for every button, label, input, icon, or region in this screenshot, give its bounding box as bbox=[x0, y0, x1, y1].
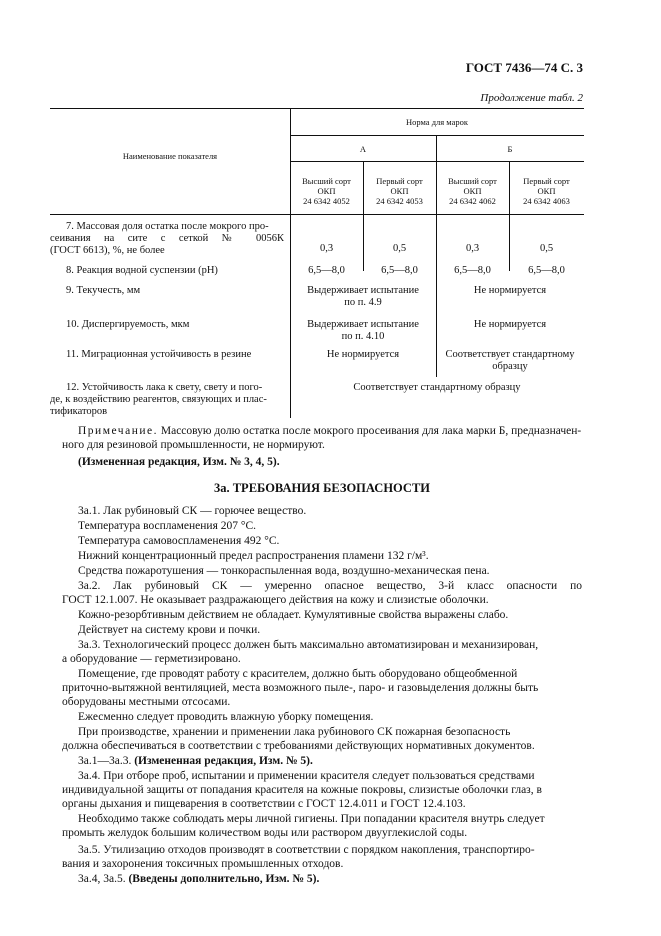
table-row-name: 11. Миграционная устойчивость в резине bbox=[66, 349, 252, 360]
table-cell: 0,3 bbox=[465, 243, 480, 254]
brand-header-rule bbox=[290, 161, 584, 162]
grade-header: Первый сорт ОКП 24 6342 4063 bbox=[523, 176, 570, 206]
edition-note: 3а.4, 3а.5. (Введены дополнительно, Изм. № 5). bbox=[78, 873, 320, 885]
table-row-name: 10. Диспергируемость, мкм bbox=[66, 319, 190, 330]
paragraph: 3а.1. Лак рубиновый СК — горючее вещество. bbox=[78, 505, 307, 517]
paragraph: 3а.5. Утилизацию отходов производят в соответствии с порядком накопления, транспортиро- bbox=[78, 844, 535, 856]
table-row-name: 7. Массовая доля остатка после мокрого про- сеивания на сите с сеткой № 0056К (ГОСТ 6613), %, не более bbox=[50, 221, 284, 256]
table-cell: Выдерживает испытание по п. 4.9 bbox=[307, 285, 419, 308]
paragraph: должна обеспечиваться в соответствии с требованиями действующих нормативных документов. bbox=[62, 740, 535, 752]
paragraph: Действует на систему крови и почки. bbox=[78, 624, 261, 636]
table-row-name: 12. Устойчивость лака к свету, свету и пого- де, к воздействию реагентов, связующих и плас- тификаторов bbox=[50, 382, 267, 417]
table-cell: 6,5—8,0 bbox=[308, 265, 345, 276]
paragraph: Температура самовоспламенения 492 °С. bbox=[78, 535, 280, 547]
page-header: ГОСТ 7436—74 С. 3 bbox=[465, 60, 583, 75]
brand-divider bbox=[436, 135, 437, 377]
table-cell: Не нормируется bbox=[473, 319, 547, 330]
paragraph: 3а.4. При отборе проб, испытании и применении красителя следует пользоваться средствами bbox=[78, 770, 535, 782]
paragraph: индивидуальной защиты от попадания красителя на кожные покровы, слизистые оболочки глаз, в bbox=[62, 784, 542, 796]
table-top-rule bbox=[50, 108, 584, 109]
table-cell: Соответствует стандартному образцу bbox=[445, 349, 575, 372]
paragraph: ГОСТ 12.1.007. Не оказывает раздражающего действия на кожу и слизистые оболочки. bbox=[62, 594, 489, 606]
table-cell: 0,5 bbox=[392, 243, 407, 254]
paragraph: а оборудование — герметизировано. bbox=[62, 653, 241, 665]
paragraph: оборудованы местными отсосами. bbox=[62, 696, 231, 708]
table-cell: 0,3 bbox=[319, 243, 334, 254]
document-body bbox=[62, 424, 582, 844]
table-cell: 6,5—8,0 bbox=[381, 265, 418, 276]
table-row-name: 8. Реакция водной суспензии (pH) bbox=[66, 265, 218, 276]
paragraph: Нижний концентрационный предел распространения пламени 132 г/м³. bbox=[78, 550, 429, 562]
table-note-cont: ного для резиновой промышленности, не нормируют. bbox=[62, 439, 325, 451]
table-cell: Не нормируется bbox=[326, 349, 400, 360]
table-cell: Выдерживает испытание по п. 4.10 bbox=[307, 319, 419, 342]
column-name-header: Наименование показателя bbox=[122, 151, 218, 161]
paragraph: Кожно-резорбтивным действием не обладает. Кумулятивные свойства выражены слабо. bbox=[78, 609, 509, 621]
paragraph: вания и захоронения токсичных промышленных отходов. bbox=[62, 858, 344, 870]
table-cell: Не нормируется bbox=[473, 285, 547, 296]
grade-header: Высший сорт ОКП 24 6342 4052 bbox=[302, 176, 351, 206]
paragraph: органы дыхания и пищеварения в соответствии с ГОСТ 12.4.011 и ГОСТ 12.4.103. bbox=[62, 798, 466, 810]
table-cell: 0,5 bbox=[539, 243, 554, 254]
section-title: 3а. ТРЕБОВАНИЯ БЕЗОПАСНОСТИ bbox=[213, 481, 431, 495]
norm-header-rule bbox=[290, 135, 584, 136]
paragraph: Необходимо также соблюдать меры личной гигиены. При попадании красителя внутрь следует bbox=[78, 813, 545, 825]
paragraph: Средства пожаротушения — тонкораспыленная вода, воздушно-механическая пена. bbox=[78, 565, 490, 577]
norm-header: Норма для марок bbox=[405, 117, 469, 127]
brand-b-header: Б bbox=[507, 144, 513, 154]
name-column-divider bbox=[290, 108, 291, 418]
table-continuation-label: Продолжение табл. 2 bbox=[480, 92, 583, 104]
edition-note: 3а.1—3а.3. (Измененная редакция, Изм. № 5). bbox=[78, 755, 313, 767]
properties-table bbox=[50, 108, 584, 418]
table-note: Примечание. Массовую долю остатка после мокрого просеивания для лака марки Б, предназначен- bbox=[78, 425, 582, 437]
paragraph: 3а.3. Технологический процесс должен быть максимально автоматизирован и механизирован, bbox=[78, 639, 539, 651]
table-cell: 6,5—8,0 bbox=[528, 265, 565, 276]
edition-note: (Измененная редакция, Изм. № 3, 4, 5). bbox=[78, 456, 280, 468]
table-cell: 6,5—8,0 bbox=[454, 265, 491, 276]
header-bottom-rule bbox=[50, 214, 584, 215]
paragraph: 3а.2. Лак рубиновый СК — умеренно опасное вещество, 3-й класс опасности по bbox=[78, 580, 582, 592]
brand-a-header: А bbox=[359, 144, 367, 154]
paragraph: При производстве, хранении и применении лака рубинового СК пожарная безопасность bbox=[78, 726, 511, 738]
paragraph: промыть желудок большим количеством воды или раствором двууглекислой соды. bbox=[62, 827, 468, 839]
table-row-name: 9. Текучесть, мм bbox=[66, 285, 141, 296]
paragraph: приточно-вытяжной вентиляцией, места возможного пыле-, паро- и газовыделения должны быть bbox=[62, 682, 539, 694]
grade-header: Первый сорт ОКП 24 6342 4053 bbox=[376, 176, 423, 206]
table-cell: Соответствует стандартному образцу bbox=[353, 382, 521, 393]
paragraph: Ежесменно следует проводить влажную уборку помещения. bbox=[78, 711, 374, 723]
paragraph: Помещение, где проводят работу с красителем, должно быть оборудовано общеобменной bbox=[78, 668, 518, 680]
grade-header: Высший сорт ОКП 24 6342 4062 bbox=[448, 176, 497, 206]
document-body-end bbox=[62, 843, 582, 903]
paragraph: Температура воспламенения 207 °С. bbox=[78, 520, 257, 532]
